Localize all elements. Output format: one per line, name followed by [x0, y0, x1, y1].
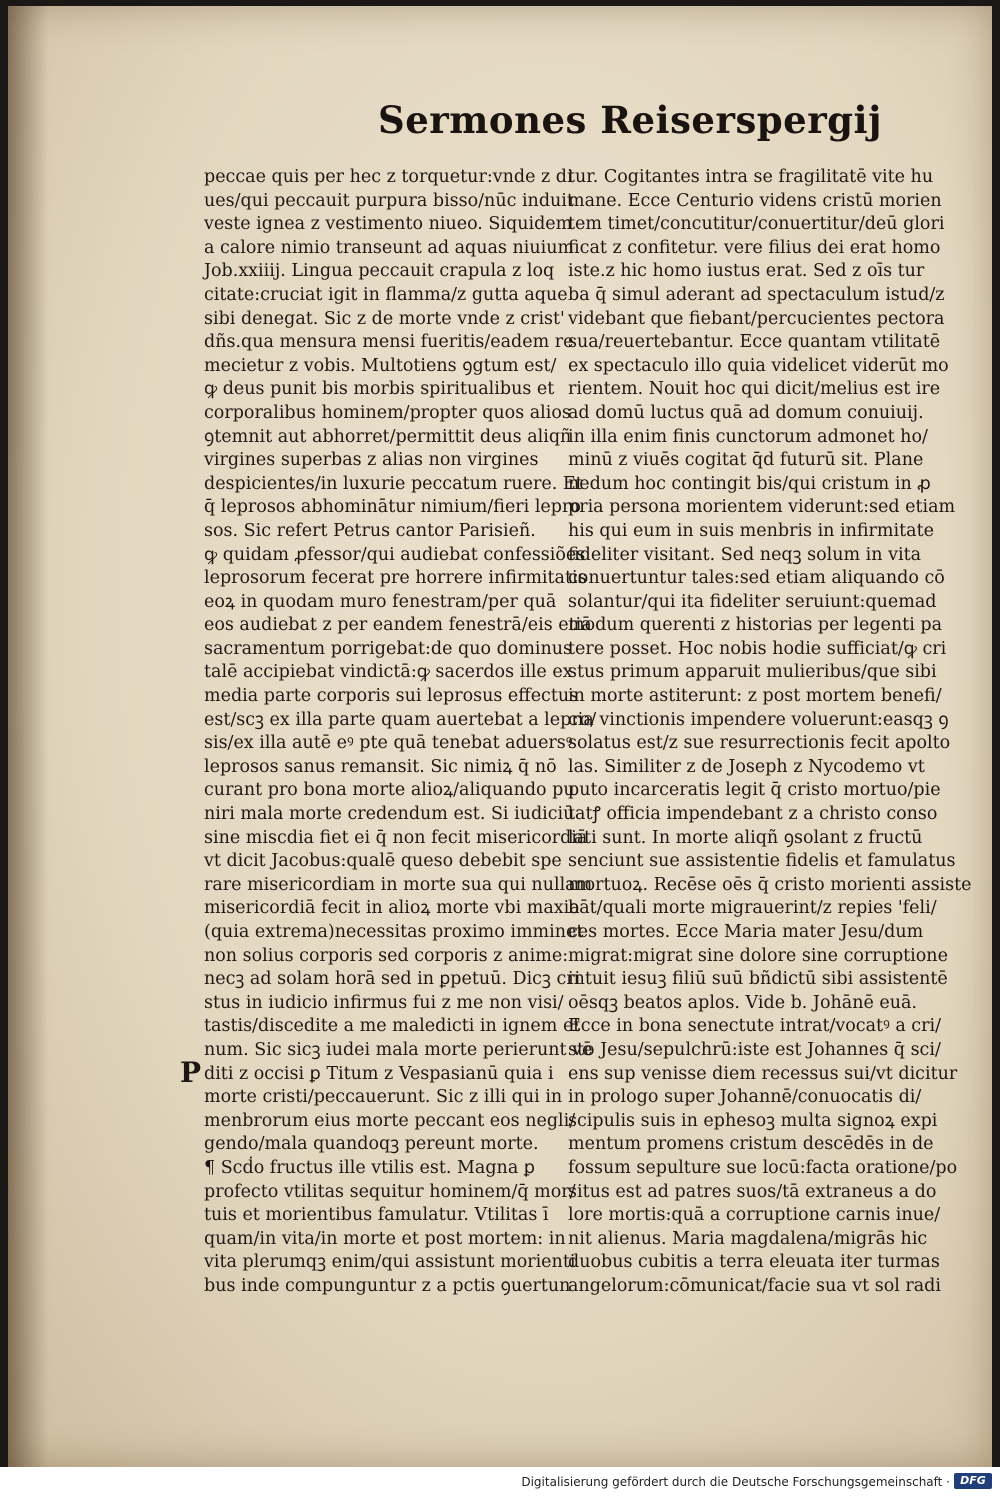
text-line: bāt/quali morte migrauerint/z repies 'feli/ [568, 898, 937, 919]
text-line: ues/qui peccauit purpura bisso/nūc induit [204, 190, 574, 211]
text-line: ens sup venisse diem recessus sui/vt dicitur [568, 1063, 958, 1084]
text-line: ex spectaculo illo quia videlicet viderūt mo [568, 355, 949, 376]
text-line: puto incarceratis legit q̄ cristo mortuo/pie [568, 780, 941, 801]
text-line: a calore nimio transeunt ad aquas niuium [204, 237, 575, 258]
text-line: media parte corporis sui leprosus effectus [204, 686, 579, 707]
text-line: ficat z confitetur. vere filius dei erat homo [568, 237, 941, 258]
text-line: diti z occisi ꝑ Titum z Vespasianū quia i [204, 1063, 554, 1084]
text-line: sis/ex illa autē eꝰ pte quā tenebat aduersꝰ [204, 733, 573, 754]
running-head: Sermones Reiserspergij [378, 98, 882, 142]
text-line: sos. Sic refert Petrus cantor Parisieñ. [204, 520, 536, 541]
text-line: non solius corporis sed corporis z anime: [204, 945, 569, 966]
text-line: peccae quis per hec z torquetur:vnde z di [204, 167, 573, 187]
text-line: est/scꝫ ex illa parte quam auertebat a lepro/ [204, 709, 597, 730]
text-line: lati sunt. In morte aliqñ ꝯsolant z fructū [568, 827, 923, 848]
text-line: ces mortes. Ecce Maria mater Jesu/dum [568, 922, 924, 942]
text-line: niri mala morte credendum est. Si iudiciū [204, 804, 575, 825]
text-line: num. Sic sicꝫ iudei mala morte perierunt vē [204, 1039, 593, 1060]
text-line: Ecce in bona senectute intrat/vocatꝰ a cri/ [568, 1016, 941, 1037]
text-line: dñs.qua mensura mensi fueritis/eadem re [204, 332, 574, 353]
text-line: oēsqꝫ beatos aplos. Vide b. Johānē euā. [568, 992, 918, 1013]
text-line: las. Similiter z de Joseph z Nycodemo vt [568, 756, 925, 777]
text-line: gendo/mala quandoqꝫ pereunt morte. [204, 1134, 539, 1155]
text-line: Job.xxiiij. Lingua peccauit crapula z loq [204, 261, 555, 282]
text-line: vt dicit Jacobus:qualē queso debebit spe [204, 851, 562, 872]
text-line: situs est ad patres suos/tā extraneus a do [568, 1181, 937, 1202]
text-line: sto Jesu/sepulchrū:iste est Johannes q̄ sci/ [568, 1039, 941, 1060]
text-line: talē accipiebat vindictā:ꝙ sacerdos ille ex [204, 662, 573, 683]
text-line: ad domū luctus quā ad domum conuiuij. [568, 402, 924, 423]
text-line: intuit iesuꝫ filiū suū bñdictū sibi assistentē [568, 969, 948, 990]
text-line: in prologo super Johannē/conuocatis di/ [568, 1087, 922, 1108]
text-line: ꝙ deus punit bis morbis spiritualibus et [204, 379, 555, 400]
text-line: veste ignea z vestimento niueo. Siquidem [204, 214, 573, 235]
text-line: vita plerumqꝫ enim/qui assistunt morienti [204, 1252, 576, 1273]
text-line: leprosos sanus remansit. Sic nimiꝝ q̄ nō [204, 756, 557, 777]
text-line: tatꝭ officia impendebant z a christo conso [568, 804, 938, 825]
text-line: mane. Ecce Centurio videns cristū morien [568, 190, 942, 211]
text-line: fossum sepulture sue locū:facta oratione/po [568, 1157, 958, 1178]
text-line: tem timet/concutitur/conuertitur/deū glori [568, 214, 945, 235]
text-line: despicientes/in luxurie peccatum ruere. Et [204, 473, 583, 494]
text-line: sibi denegat. Sic z de morte vnde z crist' [204, 308, 565, 329]
text-line: eoꝝ in quodam muro fenestram/per quā [204, 591, 557, 612]
text-line: iste.z hic homo iustus erat. Sed z oīs tur [568, 261, 925, 282]
text-line: nit alienus. Maria magdalena/migrās hic [568, 1228, 928, 1249]
dfg-logo-icon: DFG [954, 1473, 992, 1489]
text-line: ꝯtemnit aut abhorret/permittit deus aliqñ [204, 426, 572, 447]
text-line: tur. Cogitantes intra se fragilitatē vite hu [568, 167, 934, 187]
text-line: mortuoꝝ. Recēse oēs q̄ cristo morienti assiste [568, 874, 972, 895]
text-line: ꝙ quidam ꝓfessor/qui audiebat confessiões [204, 544, 586, 565]
text-line: sine miscdia fiet ei q̄ non fecit misericordiā [204, 827, 588, 848]
text-line: his qui eum in suis menbris in infirmitate [568, 520, 934, 541]
text-line: solatus est/z sue resurrectionis fecit apolto [568, 733, 951, 754]
text-line: tuis et morientibus famulatur. Vtilitas ī [204, 1205, 549, 1226]
text-line: (quia extrema)necessitas proximo imminet [204, 922, 584, 942]
text-line: rientem. Nouit hoc qui dicit/melius est ire [568, 379, 941, 400]
page-fold-shadow [8, 6, 48, 1467]
text-line: sacramentum porrigebat:de quo dominus [204, 638, 573, 659]
text-line: mecietur z vobis. Multotiens ꝯgtum est/ [204, 355, 557, 376]
text-line: migrat:migrat sine dolore sine corruptione [568, 945, 948, 966]
text-line: nedum hoc contingit bis/qui cristum in ꝓ [568, 473, 931, 494]
text-line: bus inde compunguntur z a pctis ꝯuertun [204, 1275, 571, 1296]
text-line: eos audiebat z per eandem fenestrā/eis etiā [204, 615, 592, 636]
text-line: videbant que fiebant/percucientes pectora [568, 308, 945, 329]
text-line: pria persona morientem viderunt:sed etiam [568, 497, 956, 518]
text-line: in morte astiterunt: z post mortem benefi/ [568, 686, 942, 707]
text-line: tastis/discedite a me maledicti in ignem et [204, 1016, 581, 1037]
text-line: citate:cruciat igit in flamma/z gutta aque [204, 284, 568, 305]
text-line: minū z viuēs cogitat q̄d futurū sit. Plane [568, 450, 924, 471]
text-line: modum querenti z historias per legenti pa [568, 615, 943, 636]
text-line: duobus cubitis a terra eleuata iter turmas [568, 1252, 940, 1273]
text-line: stus in iudicio infirmus fui z me non visi/ [204, 992, 564, 1013]
text-line: ba q̄ simul aderant ad spectaculum istud/z [568, 284, 945, 305]
text-line: virgines superbas z alias non virgines [204, 450, 539, 471]
text-line: stus primum apparuit mulieribus/que sibi [568, 662, 937, 683]
right-text-column [568, 166, 972, 1299]
text-line: necꝫ ad solam horā sed in ꝑpetuū. Dicꝫ cri [204, 969, 581, 990]
text-line: misericordiā fecit in alioꝝ morte vbi maxia [204, 898, 580, 919]
text-line: fideliter visitant. Sed neqꝫ solum in vita [568, 544, 922, 565]
left-text-column [204, 166, 597, 1299]
text-line: corporalibus hominem/propter quos alios [204, 402, 571, 423]
text-line: menbrorum eius morte peccant eos negli/ [204, 1110, 576, 1131]
text-line: rare misericordiam in morte sua qui nullam [204, 874, 593, 895]
text-line: q̄ leprosos abhominātur nimium/fieri lepro [204, 497, 581, 518]
text-line: mentum promens cristum descēdēs in de [568, 1134, 934, 1155]
text-line: in illa enim finis cunctorum admonet ho/ [568, 426, 928, 447]
text-line: leprosorum fecerat pre horrere infirmitatis [204, 568, 587, 589]
text-line: profecto vtilitas sequitur hominem/q̄ mor/ [204, 1181, 576, 1202]
text-line: senciunt sue assistentie fidelis et famulatus [568, 851, 956, 872]
text-line: sua/reuertebantur. Ecce quantam vtilitatē [568, 332, 941, 353]
text-line: curant pro bona morte alioꝝ/aliquando pu [204, 780, 575, 801]
text-line: ¶ Scḋo fructus ille vtilis est. Magna ꝑ [204, 1157, 535, 1178]
text-line: conuertuntur tales:sed etiam aliquando cō [568, 568, 945, 589]
book-page [8, 6, 992, 1467]
text-line: cia vinctionis impendere voluerunt:easqꝫ ꝯ [568, 709, 949, 730]
digitization-footer [0, 1467, 1000, 1497]
initial-letter: P [180, 1056, 202, 1089]
text-line: tere posset. Hoc nobis hodie sufficiat/ꝙ cri [568, 638, 947, 659]
text-line: scipulis suis in ephesoꝫ multa signoꝝ expi [568, 1110, 938, 1131]
funding-notice: Digitalisierung gefördert durch die Deutsche Forschungsgemeinschaft · [521, 1475, 950, 1489]
text-line: angelorum:cōmunicat/facie sua vt sol radi [568, 1275, 941, 1296]
text-line: morte cristi/peccauerunt. Sic z illi qui in [204, 1087, 563, 1108]
text-line: quam/in vita/in morte et post mortem: in [204, 1228, 566, 1249]
text-line: solantur/qui ita fideliter seruiunt:quemad [568, 591, 937, 612]
text-line: lore mortis:quā a corruptione carnis inue/ [568, 1205, 941, 1226]
